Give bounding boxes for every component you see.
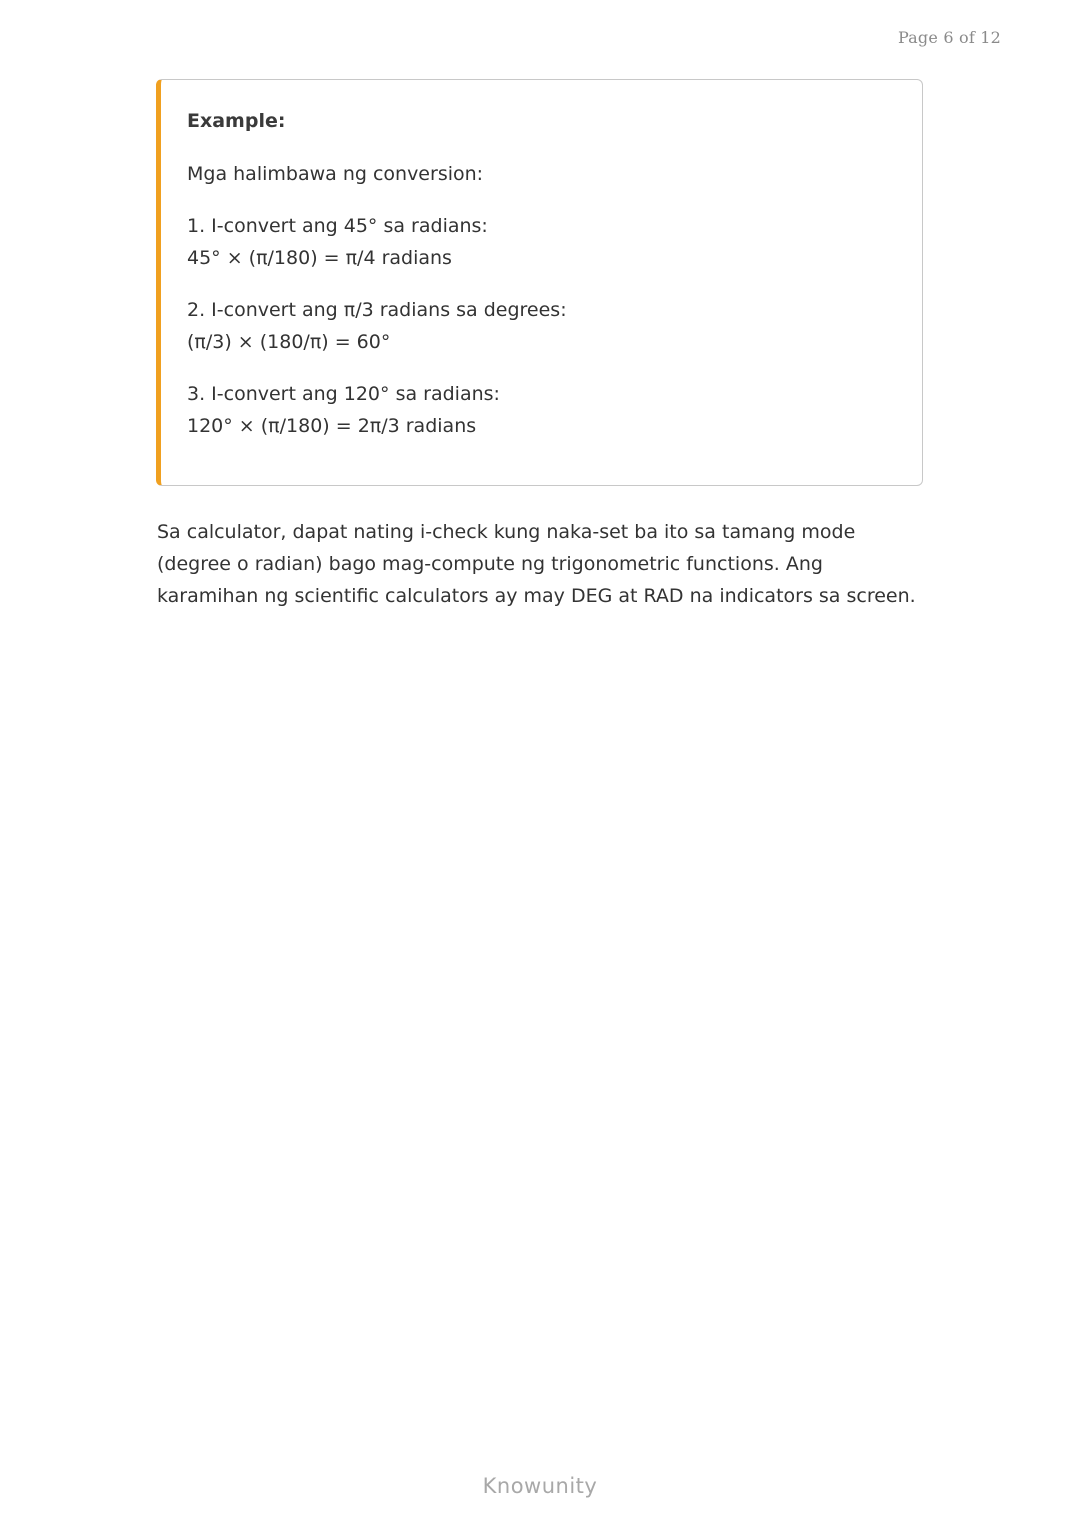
example-step-formula: 45° × (π/180) = π/4 radians	[187, 247, 452, 269]
example-step-2	[187, 294, 896, 358]
example-step-3	[187, 378, 896, 442]
example-step-heading: 1. I-convert ang 45° sa radians:	[187, 215, 488, 237]
example-step-1	[187, 210, 896, 274]
page-number: Page 6 of 12	[897, 28, 1001, 47]
example-title: Example:	[187, 110, 286, 132]
example-step-heading: 3. I-convert ang 120° sa radians:	[187, 383, 500, 405]
example-step-formula: 120° × (π/180) = 2π/3 radians	[187, 415, 477, 437]
example-box	[156, 79, 923, 486]
body-paragraph: Sa calculator, dapat nating i-check kung naka-set ba ito sa tamang mode (degree o radian) bago mag-compute ng trigonometric functions. Ang karamihan ng scientific calculators ay may DEG at RAD na indicators sa screen.	[157, 521, 916, 607]
example-step-heading: 2. I-convert ang π/3 radians sa degrees:	[187, 299, 567, 321]
example-intro: Mga halimbawa ng conversion:	[187, 163, 484, 185]
footer-brand-logo: Knowunity	[482, 1474, 598, 1498]
example-step-formula: (π/3) × (180/π) = 60°	[187, 331, 391, 353]
